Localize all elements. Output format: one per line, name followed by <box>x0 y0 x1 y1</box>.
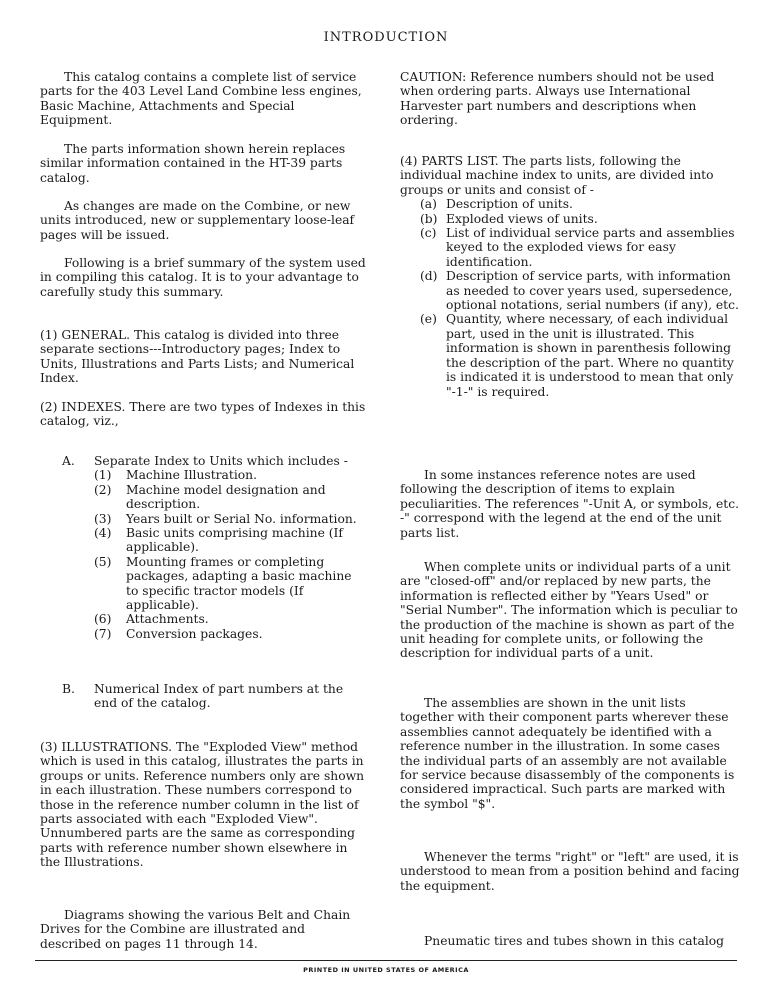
assemblies-paragraph <box>400 696 740 811</box>
list-item: (b) Exploded views of units. <box>420 211 598 226</box>
footer-imprint: PRINTED IN UNITED STATES OF AMERICA <box>303 966 469 974</box>
illustrations-text: (3) ILLUSTRATIONS. The "Exploded View" method which is used in this catalog, illustrates the parts in groups or units. Reference numbers only are shown in each illustration. These numbers correspond to those in the reference number column in the list of parts associated with each "Exploded View". Unnumbered parts are the same as corresponding parts with reference number shown elsewhere in the Illustrations. <box>40 740 365 870</box>
replaces-text: The parts information shown herein replaces similar information contained in the HT-39 parts catalog. <box>40 142 346 185</box>
diagrams-paragraph <box>40 908 366 951</box>
general-text: (1) GENERAL. This catalog is divided into three separate sections---Introductory pages; Index to Units, Illustrations and Parts Lists; and Numerical Index. <box>40 328 355 386</box>
right-left-paragraph <box>400 850 740 893</box>
diagrams-text: Diagrams showing the various Belt and Chain Drives for the Combine are illustrated and described on pages 11 through 14. <box>40 908 351 951</box>
replaces-paragraph <box>40 142 366 185</box>
index-a-text: Separate Index to Units which includes - <box>94 454 348 468</box>
general-section <box>40 328 366 386</box>
caution-text: CAUTION: Reference numbers should not be used when ordering parts. Always use International Harvester part numbers and descriptions when ordering. <box>400 70 715 128</box>
index-b <box>62 682 362 711</box>
changes-text: As changes are made on the Combine, or new units introduced, new or supplementary loose-leaf pages will be issued. <box>40 199 355 242</box>
changes-paragraph <box>40 199 366 242</box>
indexes-text: (2) INDEXES. There are two types of Indexes in this catalog, viz., <box>40 400 366 429</box>
list-item: (1) Machine Illustration. <box>94 468 257 483</box>
indexes-section <box>40 400 366 429</box>
list-item: (c) List of individual service parts and assemblies keyed to the exploded views for easy identification. <box>420 226 735 269</box>
list-item: (6) Attachments. <box>94 612 209 627</box>
intro-text: This catalog contains a complete list of service parts for the 403 Level Land Combine less engines, Basic Machine, Attachments and Special Equipment. <box>40 70 362 128</box>
page-title: INTRODUCTION <box>323 30 449 45</box>
intro-paragraph <box>40 70 366 128</box>
index-a-marker: A. <box>62 454 75 468</box>
list-item: (3) Years built or Serial No. information. <box>94 511 357 526</box>
list-item: (7) Conversion packages. <box>94 626 263 641</box>
summary-paragraph <box>40 256 366 299</box>
caution-paragraph <box>400 70 740 128</box>
footer-rule <box>35 960 737 961</box>
list-item: (d) Description of service parts, with information as needed to cover years used, supersedence, optional notations, serial numbers (if any), etc. <box>420 269 739 313</box>
pneumatic-text: Pneumatic tires and tubes shown in this catalog <box>424 934 725 948</box>
reference-notes-text: In some instances reference notes are used following the description of items to explain peculiarities. The references "-Unit A, or symbols, etc. -" correspond with the legend at the end of the unit parts list. <box>400 468 740 540</box>
list-item: (2) Machine model designation and description. <box>94 482 326 512</box>
assemblies-text: The assemblies are shown in the unit lists together with their component parts wherever these assemblies cannot adequately be identified with a reference number in the illustration. In some cases the individual parts of an assembly are not available for service because disassembly of the components is considered impractical. Such parts are marked with the symbol "$". <box>400 696 735 811</box>
list-item: (5) Mounting frames or completing packages, adapting a basic machine to specific tractor models (If applicable). <box>94 554 352 613</box>
pneumatic-paragraph <box>400 934 740 948</box>
list-item: (4) Basic units comprising machine (If applicable). <box>94 526 343 555</box>
index-a <box>62 454 362 641</box>
parts-list-section <box>400 154 740 399</box>
right-left-text: Whenever the terms "right" or "left" are used, it is understood to mean from a position behind and facing the equipment. <box>400 850 740 893</box>
summary-text: Following is a brief summary of the system used in compiling this catalog. It is to your advantage to carefully study this summary. <box>40 256 366 299</box>
closed-off-paragraph <box>400 560 740 661</box>
index-b-text: Numerical Index of part numbers at the end of the catalog. <box>94 682 344 711</box>
illustrations-section <box>40 740 366 870</box>
parts-list-items <box>420 197 740 399</box>
index-a-list <box>94 468 362 641</box>
closed-off-text: When complete units or individual parts of a unit are "closed-off" and/or replaced by new parts, the information is reflected either by "Years Used" or "Serial Number". The information which is peculiar to the production of the machine is shown as part of the unit heading for complete units, or following the description for individual parts of a unit. <box>400 560 738 661</box>
list-item: (e) Quantity, where necessary, of each individual part, used in the unit is illustrated. This information is shown in parenthesis following the description of the part. Where no quantity is indicated it is understood to mean that only "-1-" is required. <box>420 312 734 399</box>
list-item: (a) Description of units. <box>420 197 573 212</box>
parts-list-text: (4) PARTS LIST. The parts lists, following the individual machine index to units, are divided into groups or units and consist of - <box>400 154 714 197</box>
index-b-marker: B. <box>62 682 75 696</box>
reference-notes-paragraph <box>400 468 740 540</box>
